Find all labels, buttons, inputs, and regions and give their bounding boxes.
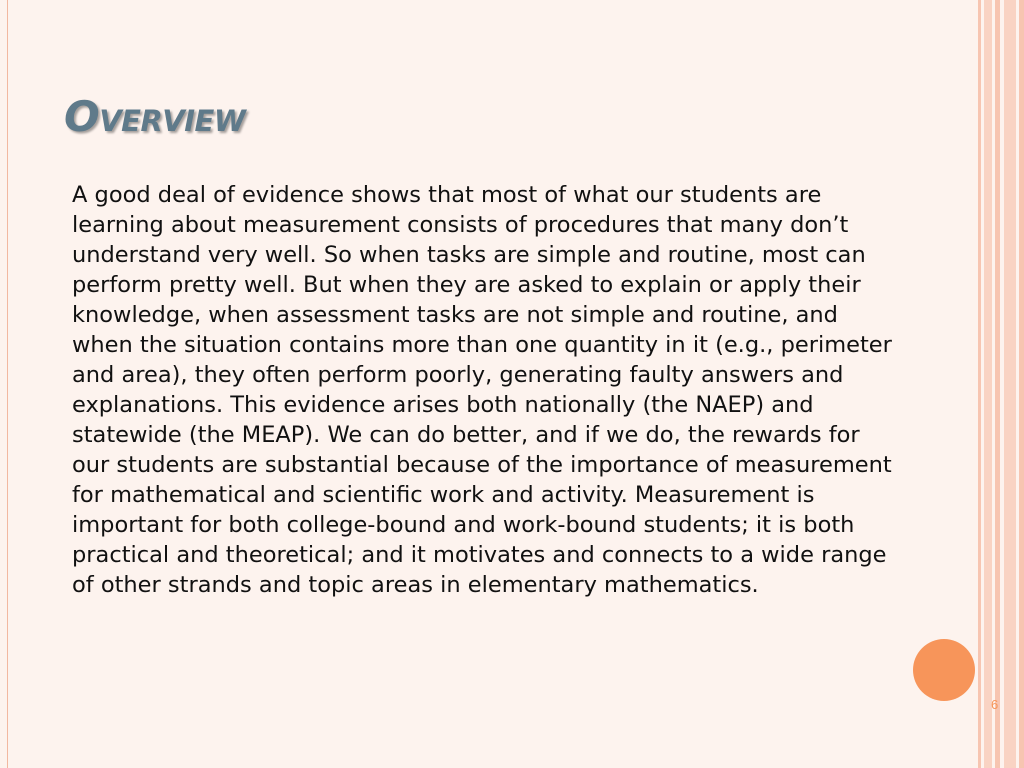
slide-title: Overview (64, 92, 246, 141)
right-decorative-stripe (978, 0, 981, 768)
right-decorative-stripe (995, 0, 1000, 768)
decorative-circle (913, 639, 975, 701)
right-decorative-stripe (1019, 0, 1024, 768)
right-decorative-stripe (1004, 0, 1016, 768)
right-decorative-stripe (984, 0, 992, 768)
page-number: 6 (991, 697, 999, 712)
left-border-line (7, 0, 8, 768)
slide-body-text: A good deal of evidence shows that most of what our students are learning about measurement consists of procedures that many don’t understand very well. So when tasks are simple and routine, most can perform pretty well. But when they are asked to explain or apply their knowledge, when assessment tasks are not simple and routine, and when the situation contains more than one quantity in it (e.g., perimeter and area), they often perform poorly, generating faulty answers and explanations. This evidence arises both nationally (the NAEP) and statewide (the MEAP). We can do better, and if we do, the rewards for our students are substantial because of the importance of measurement for mathematical and scientific work and activity. Measurement is important for both college-bound and work-bound students; it is both practical and theoretical; and it motivates and connects to a wide range of other strands and topic areas in elementary mathematics. (72, 182, 892, 598)
